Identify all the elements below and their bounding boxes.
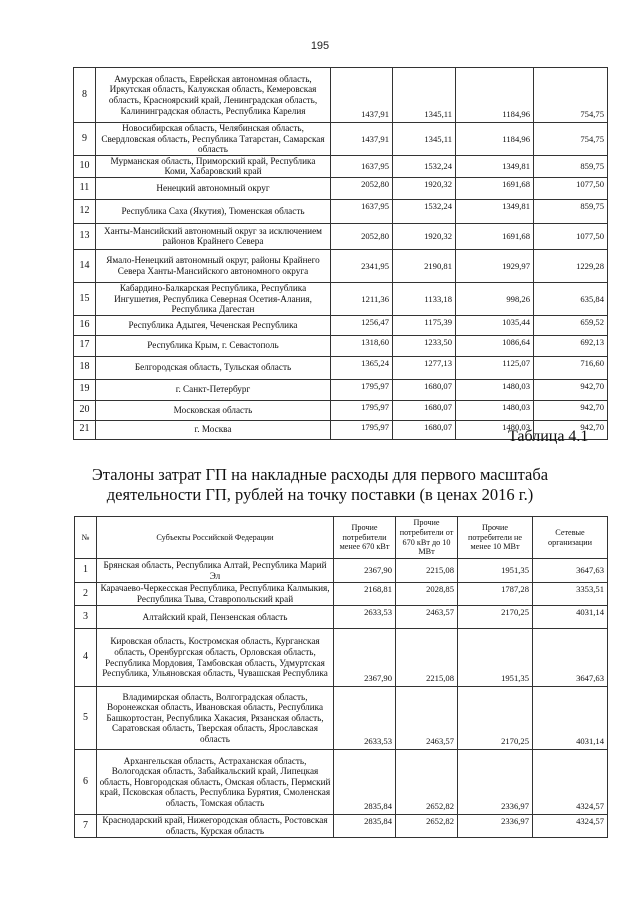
row-number: 13 [74, 223, 96, 249]
value-cell: 1480,03 [456, 379, 534, 400]
value-cell: 2367,90 [334, 629, 396, 687]
value-cell: 4031,14 [533, 606, 608, 629]
row-number: 7 [75, 815, 97, 838]
row-number: 19 [74, 379, 96, 400]
value-cell: 1795,97 [331, 400, 393, 420]
region-cell: Белгородская область, Тульская область [96, 356, 331, 379]
value-cell: 2336,97 [458, 815, 533, 838]
title-line-1: Эталоны затрат ГП на накладные расходы для первого масштаба [91, 465, 549, 484]
row-number: 2 [75, 583, 97, 606]
value-cell: 1349,81 [456, 199, 534, 223]
row-number: 20 [74, 400, 96, 420]
table-row [74, 315, 608, 335]
value-cell: 2633,53 [334, 687, 396, 750]
region-cell: Ямало-Ненецкий автономный округ, районы Крайнего Севера Ханты-Мансийского автономного округа [96, 249, 331, 282]
row-number: 9 [74, 123, 96, 156]
row-number: 15 [74, 282, 96, 315]
value-cell: 2052,80 [331, 177, 393, 199]
value-cell: 2835,84 [334, 815, 396, 838]
value-cell: 1211,36 [331, 282, 393, 315]
value-cell: 1318,60 [331, 335, 393, 356]
region-cell: Карачаево-Черкесская Республика, Республика Калмыкия, Республика Тыва, Ставропольский край [97, 583, 334, 606]
header-region: Субъекты Российской Федерации [97, 517, 334, 559]
value-cell: 2463,57 [396, 687, 458, 750]
value-cell: 1691,68 [456, 177, 534, 199]
table-row [75, 687, 608, 750]
table-row [74, 199, 608, 223]
value-cell: 3353,51 [533, 583, 608, 606]
value-cell: 1086,64 [456, 335, 534, 356]
value-cell: 1691,68 [456, 223, 534, 249]
value-cell: 2215,08 [396, 559, 458, 583]
row-number: 21 [74, 420, 96, 439]
title-line-2: деятельности ГП, рублей на точку поставки (в ценах 2016 г.) [106, 485, 534, 504]
table-row [74, 282, 608, 315]
value-cell: 1175,39 [393, 315, 456, 335]
region-cell: Республика Адыгея, Чеченская Республика [96, 315, 331, 335]
region-cell: Московская область [96, 400, 331, 420]
value-cell: 1680,07 [393, 420, 456, 439]
row-number: 4 [75, 629, 97, 687]
value-cell: 1480,03 [456, 420, 534, 439]
value-cell: 692,13 [534, 335, 608, 356]
table-row [75, 583, 608, 606]
value-cell: 1920,32 [393, 223, 456, 249]
table-row [75, 750, 608, 815]
value-cell: 754,75 [534, 123, 608, 156]
value-cell: 1349,81 [456, 155, 534, 177]
value-cell: 716,60 [534, 356, 608, 379]
value-cell: 859,75 [534, 155, 608, 177]
value-cell: 1480,03 [456, 400, 534, 420]
value-cell: 2652,82 [396, 750, 458, 815]
value-cell: 1233,50 [393, 335, 456, 356]
value-cell: 1077,50 [534, 223, 608, 249]
overhead-cost-table [74, 516, 608, 838]
region-cell: г. Санкт-Петербург [96, 379, 331, 400]
region-cell: Республика Саха (Якутия), Тюменская область [96, 199, 331, 223]
table-row [75, 606, 608, 629]
row-number: 10 [74, 155, 96, 177]
value-cell: 1229,28 [534, 249, 608, 282]
value-cell: 1345,11 [393, 68, 456, 123]
row-number: 1 [75, 559, 97, 583]
value-cell: 4324,57 [533, 815, 608, 838]
region-cell: Республика Крым, г. Севастополь [96, 335, 331, 356]
table-row [74, 155, 608, 177]
value-cell: 2052,80 [331, 223, 393, 249]
region-cell: Архангельская область, Астраханская область, Вологодская область, Забайкальский край, Липецкая область, Новгородская область, Омская область, Пермский край, Псковская область, Республика Бурятия, Смоленская область, Томская область [97, 750, 334, 815]
value-cell: 1680,07 [393, 400, 456, 420]
value-cell: 659,52 [534, 315, 608, 335]
tariff-table-continued [73, 67, 608, 440]
header-grid-organizations: Сетевые организации [533, 517, 608, 559]
region-cell: Брянская область, Республика Алтай, Республика Марий Эл [97, 559, 334, 583]
value-cell: 754,75 [534, 68, 608, 123]
value-cell: 1787,28 [458, 583, 533, 606]
region-cell: Владимирская область, Волгоградская область, Воронежская область, Ивановская область, Республика Башкортостан, Республика Хакасия, Рязанская область, Саратовская область, Тверская область, Ярославская область [97, 687, 334, 750]
page-number: 195 [310, 40, 330, 52]
region-cell: Кабардино-Балкарская Республика, Республика Ингушетия, Республика Северная Осетия-Алания, Республика Дагестан [96, 282, 331, 315]
table-row [74, 68, 608, 123]
row-number: 18 [74, 356, 96, 379]
value-cell: 3647,63 [533, 629, 608, 687]
table-row [74, 223, 608, 249]
header-number: № [75, 517, 97, 559]
row-number: 11 [74, 177, 96, 199]
value-cell: 2215,08 [396, 629, 458, 687]
value-cell: 3647,63 [533, 559, 608, 583]
value-cell: 1920,32 [393, 177, 456, 199]
region-cell: Алтайский край, Пензенская область [97, 606, 334, 629]
value-cell: 1125,07 [456, 356, 534, 379]
region-cell: Ненецкий автономный округ [96, 177, 331, 199]
value-cell: 1077,50 [534, 177, 608, 199]
value-cell: 2835,84 [334, 750, 396, 815]
value-cell: 1133,18 [393, 282, 456, 315]
value-cell: 1532,24 [393, 199, 456, 223]
value-cell: 2190,81 [393, 249, 456, 282]
value-cell: 2170,25 [458, 606, 533, 629]
region-cell: Амурская область, Еврейская автономная область, Иркутская область, Калужская область, Кемеровская область, Красноярский край, Ленинградская область, Калининградская область, Республика Карелия [96, 68, 331, 123]
value-cell: 1256,47 [331, 315, 393, 335]
table-row [74, 177, 608, 199]
header-consumers-gte-10mw: Прочие потребители не менее 10 МВт [458, 517, 533, 559]
row-number: 3 [75, 606, 97, 629]
value-cell: 1795,97 [331, 420, 393, 439]
value-cell: 4324,57 [533, 750, 608, 815]
value-cell: 1680,07 [393, 379, 456, 400]
value-cell: 942,70 [534, 400, 608, 420]
table-label: Таблица 4.1 [508, 428, 589, 445]
value-cell: 1532,24 [393, 155, 456, 177]
value-cell: 1365,24 [331, 356, 393, 379]
value-cell: 1437,91 [331, 68, 393, 123]
value-cell: 2367,90 [334, 559, 396, 583]
region-cell: Краснодарский край, Нижегородская область, Ростовская область, Курская область [97, 815, 334, 838]
value-cell: 1929,97 [456, 249, 534, 282]
table-row [74, 123, 608, 156]
header-consumers-lt-670kw: Прочие потребители менее 670 кВт [334, 517, 396, 559]
region-cell: Ханты-Мансийский автономный округ за исключением районов Крайнего Севера [96, 223, 331, 249]
value-cell: 1951,35 [458, 629, 533, 687]
value-cell: 2336,97 [458, 750, 533, 815]
region-cell: Кировская область, Костромская область, Курганская область, Оренбургская область, Орловская область, Республика Мордовия, Тамбовская область, Удмуртская Республика, Ульяновская область, Чувашская Республика [97, 629, 334, 687]
value-cell: 2652,82 [396, 815, 458, 838]
value-cell: 1637,95 [331, 155, 393, 177]
table-row [75, 815, 608, 838]
value-cell: 2633,53 [334, 606, 396, 629]
value-cell: 1277,13 [393, 356, 456, 379]
row-number: 12 [74, 199, 96, 223]
table-row [74, 335, 608, 356]
row-number: 8 [74, 68, 96, 123]
table-row [74, 356, 608, 379]
region-cell: Новосибирская область, Челябинская область, Свердловская область, Республика Татарстан, Самарская область [96, 123, 331, 156]
value-cell: 1184,96 [456, 68, 534, 123]
row-number: 5 [75, 687, 97, 750]
value-cell: 859,75 [534, 199, 608, 223]
value-cell: 1795,97 [331, 379, 393, 400]
table-row [75, 629, 608, 687]
row-number: 14 [74, 249, 96, 282]
value-cell: 1035,44 [456, 315, 534, 335]
value-cell: 2170,25 [458, 687, 533, 750]
value-cell: 2463,57 [396, 606, 458, 629]
value-cell: 2168,81 [334, 583, 396, 606]
row-number: 17 [74, 335, 96, 356]
row-number: 6 [75, 750, 97, 815]
region-cell: Мурманская область, Приморский край, Республика Коми, Хабаровский край [96, 155, 331, 177]
table-row [74, 400, 608, 420]
value-cell: 2341,95 [331, 249, 393, 282]
value-cell: 1184,96 [456, 123, 534, 156]
table-row [74, 379, 608, 400]
value-cell: 1437,91 [331, 123, 393, 156]
value-cell: 1345,11 [393, 123, 456, 156]
value-cell: 942,70 [534, 420, 608, 439]
row-number: 16 [74, 315, 96, 335]
value-cell: 2028,85 [396, 583, 458, 606]
value-cell: 635,84 [534, 282, 608, 315]
value-cell: 942,70 [534, 379, 608, 400]
value-cell: 1951,35 [458, 559, 533, 583]
header-row [75, 517, 608, 559]
region-cell: г. Москва [96, 420, 331, 439]
value-cell: 998,26 [456, 282, 534, 315]
table-title [0, 465, 640, 505]
value-cell: 1637,95 [331, 199, 393, 223]
table-row [75, 559, 608, 583]
table-row [74, 249, 608, 282]
header-consumers-670kw-10mw: Прочие потребители от 670 кВт до 10 МВт [396, 517, 458, 559]
value-cell: 4031,14 [533, 687, 608, 750]
